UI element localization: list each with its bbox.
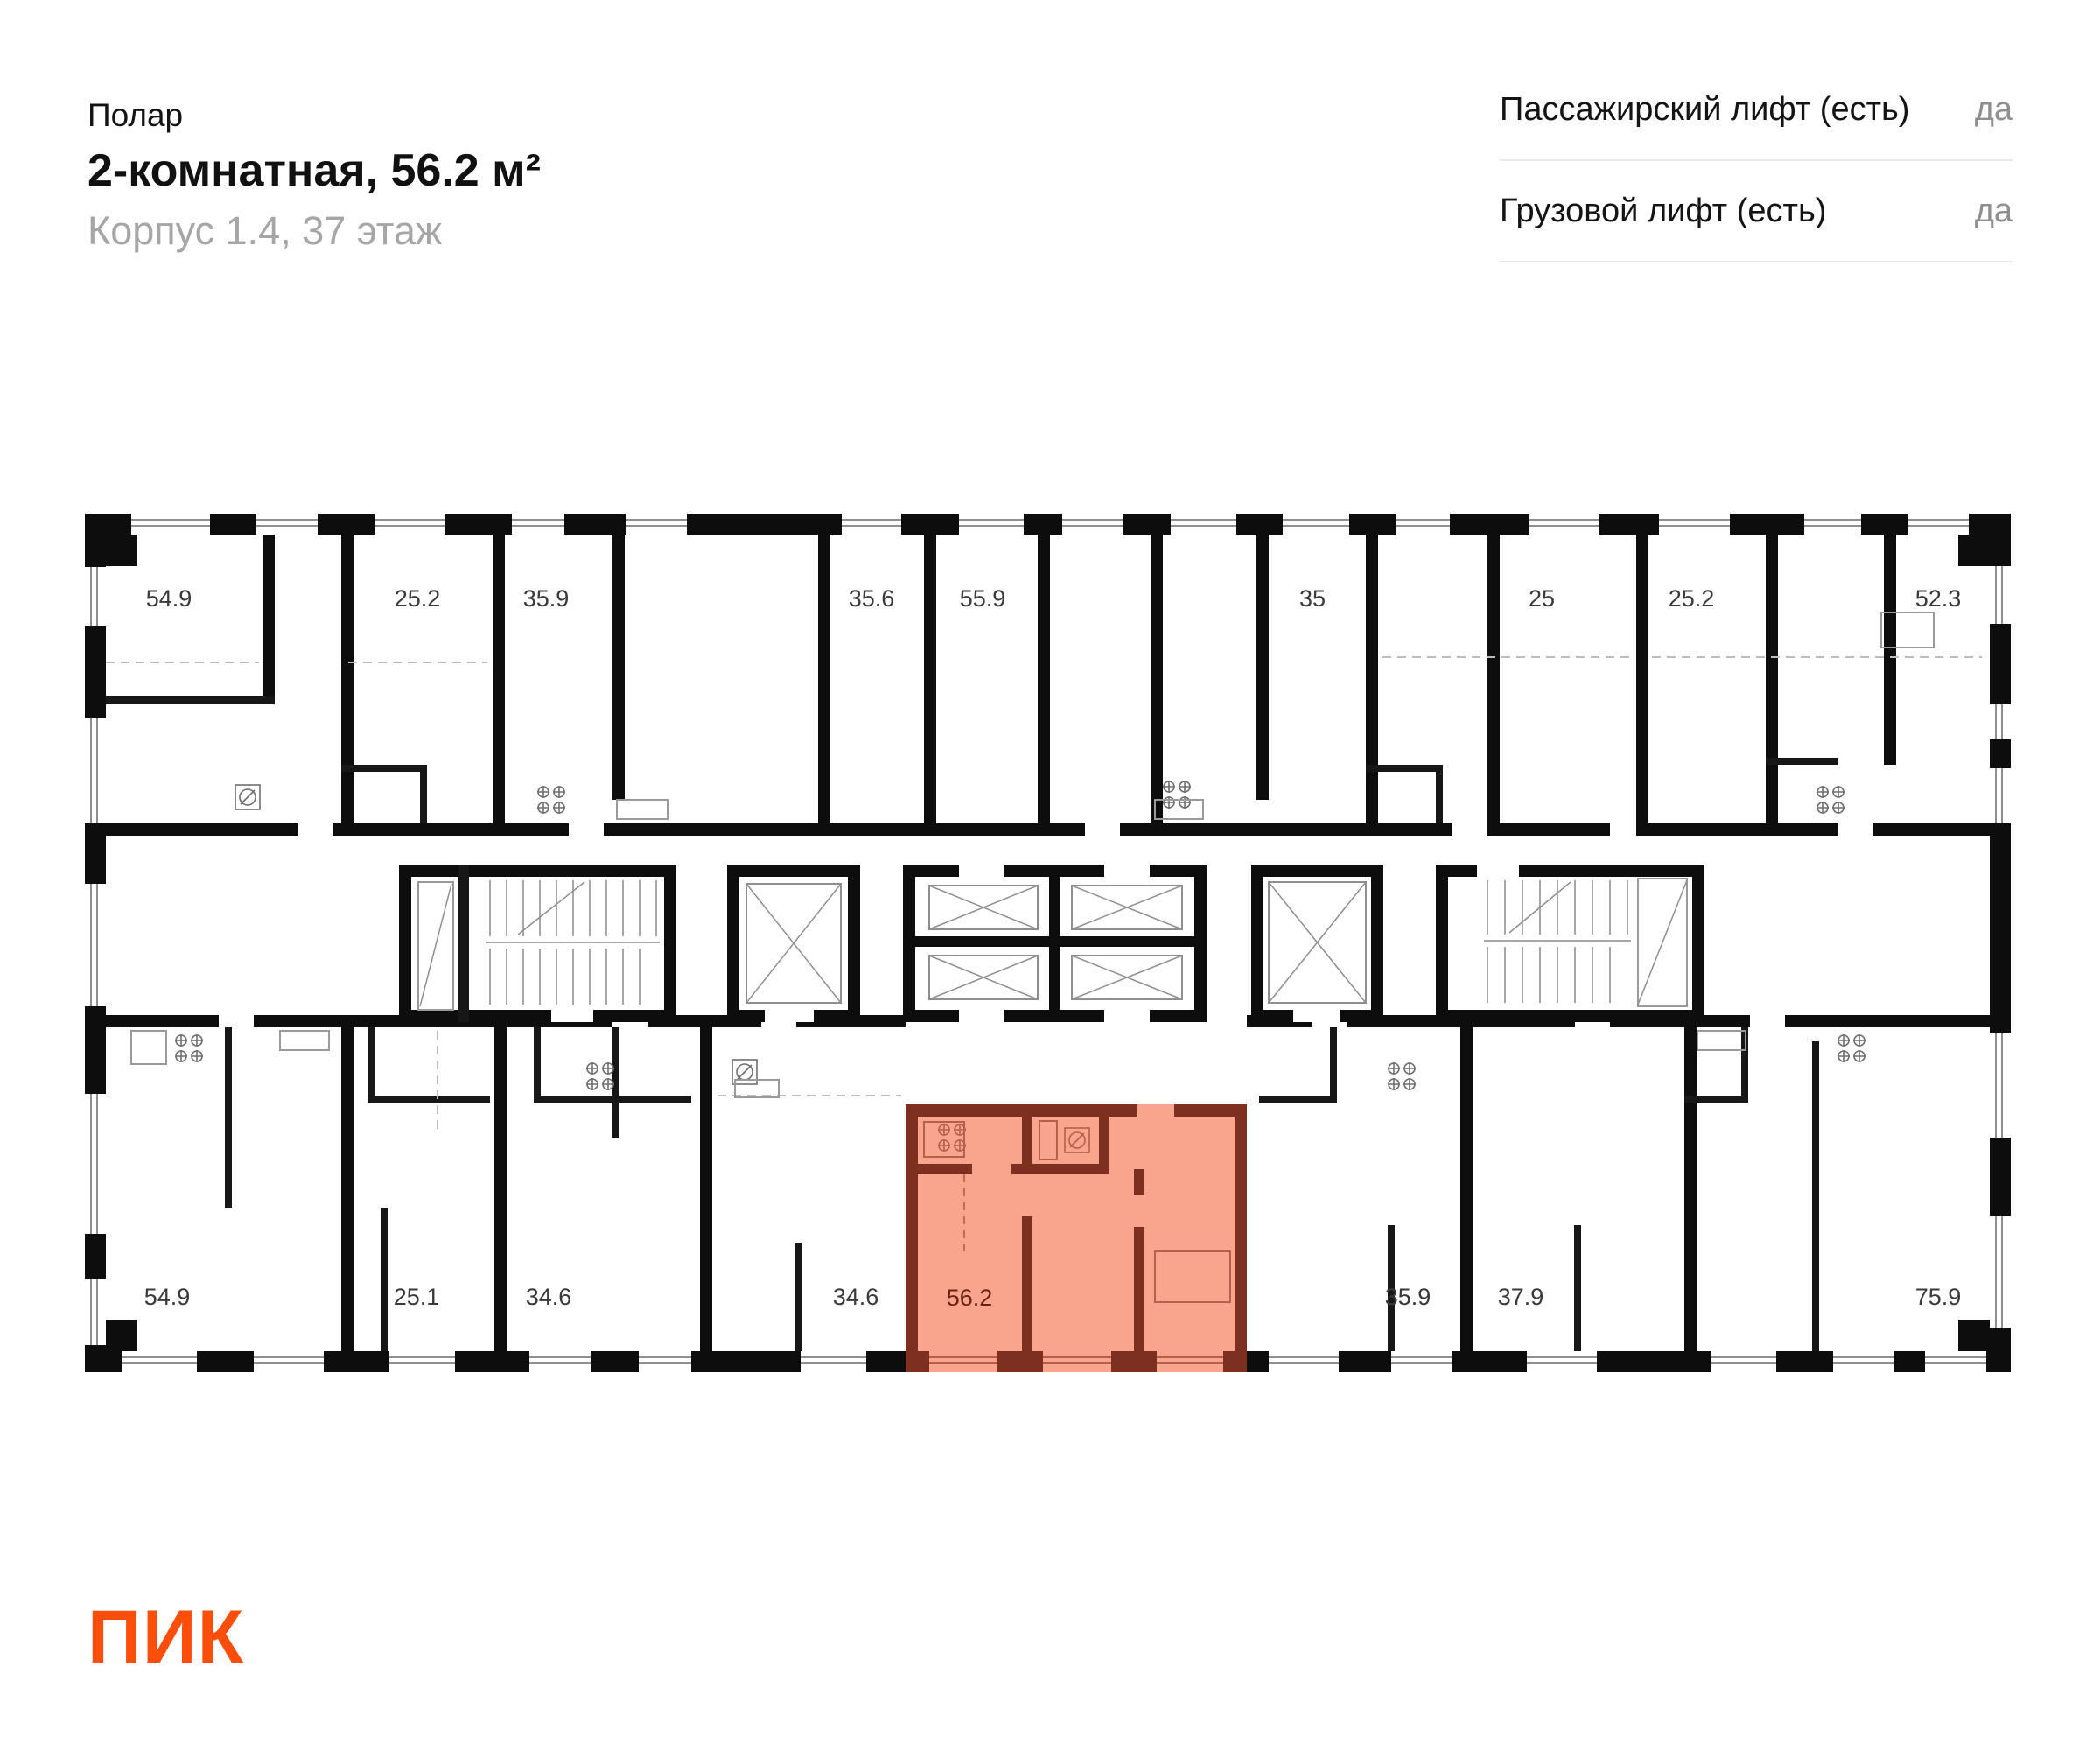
staircase-icon	[486, 880, 660, 1004]
area-label: 35.9	[1384, 1284, 1432, 1310]
apartment-divider-walls-top	[262, 535, 1896, 836]
area-label: 52.3	[1914, 585, 1962, 612]
area-label: 35	[1298, 585, 1326, 612]
stove-icon	[537, 786, 565, 814]
pik-logo: ПИК	[88, 1595, 245, 1679]
project-name: Полар	[88, 97, 184, 133]
stove-icon	[1838, 1034, 1866, 1062]
area-label: 35.6	[848, 585, 895, 612]
area-label: 25.1	[393, 1284, 440, 1310]
stove-icon	[1388, 1062, 1416, 1090]
amenity-value: да	[1974, 90, 2012, 128]
area-label: 37.9	[1497, 1284, 1544, 1310]
elevator-block	[903, 864, 1207, 1022]
area-label-highlighted: 56.2	[946, 1284, 993, 1311]
stove-icon	[1816, 786, 1844, 814]
sink-icon	[235, 785, 260, 809]
amenity-label: Грузовой лифт (есть)	[1500, 192, 1827, 229]
bathroom-partitions	[106, 696, 1838, 1102]
area-label: 55.9	[959, 585, 1006, 612]
area-label: 25.2	[1668, 585, 1715, 612]
area-label: 25	[1528, 585, 1556, 612]
area-label: 75.9	[1914, 1284, 1962, 1310]
stair-core-right	[1436, 864, 1704, 1022]
stair-core-left	[399, 864, 676, 1022]
elevator-shaft-icon	[1072, 886, 1182, 929]
amenity-label: Пассажирский лифт (есть)	[1500, 90, 1910, 128]
highlighted-apartment[interactable]	[906, 1104, 1247, 1372]
stove-icon	[586, 1062, 614, 1090]
area-label: 35.9	[522, 585, 570, 612]
elevator-shaft-icon	[727, 864, 860, 1022]
staircase-icon	[1484, 880, 1631, 1003]
page-title: 2-комнатная, 56.2 м²	[88, 145, 541, 196]
area-label: 25.2	[394, 585, 441, 612]
page-subtitle: Корпус 1.4, 37 этаж	[88, 208, 442, 253]
area-label: 54.9	[145, 585, 192, 612]
area-label: 34.6	[525, 1284, 572, 1310]
elevator-shaft-icon	[1251, 864, 1383, 1022]
stove-icon	[1163, 780, 1191, 808]
area-label: 54.9	[144, 1284, 191, 1310]
elevator-shaft-icon	[929, 956, 1038, 999]
stove-icon	[175, 1034, 203, 1062]
area-labels-top	[146, 585, 1962, 612]
corridor-wall-top	[85, 823, 2011, 836]
elevator-shaft-icon	[1072, 956, 1182, 999]
elevator-shaft-icon	[929, 886, 1038, 929]
area-label: 34.6	[832, 1284, 879, 1310]
amenity-value: да	[1974, 192, 2012, 229]
